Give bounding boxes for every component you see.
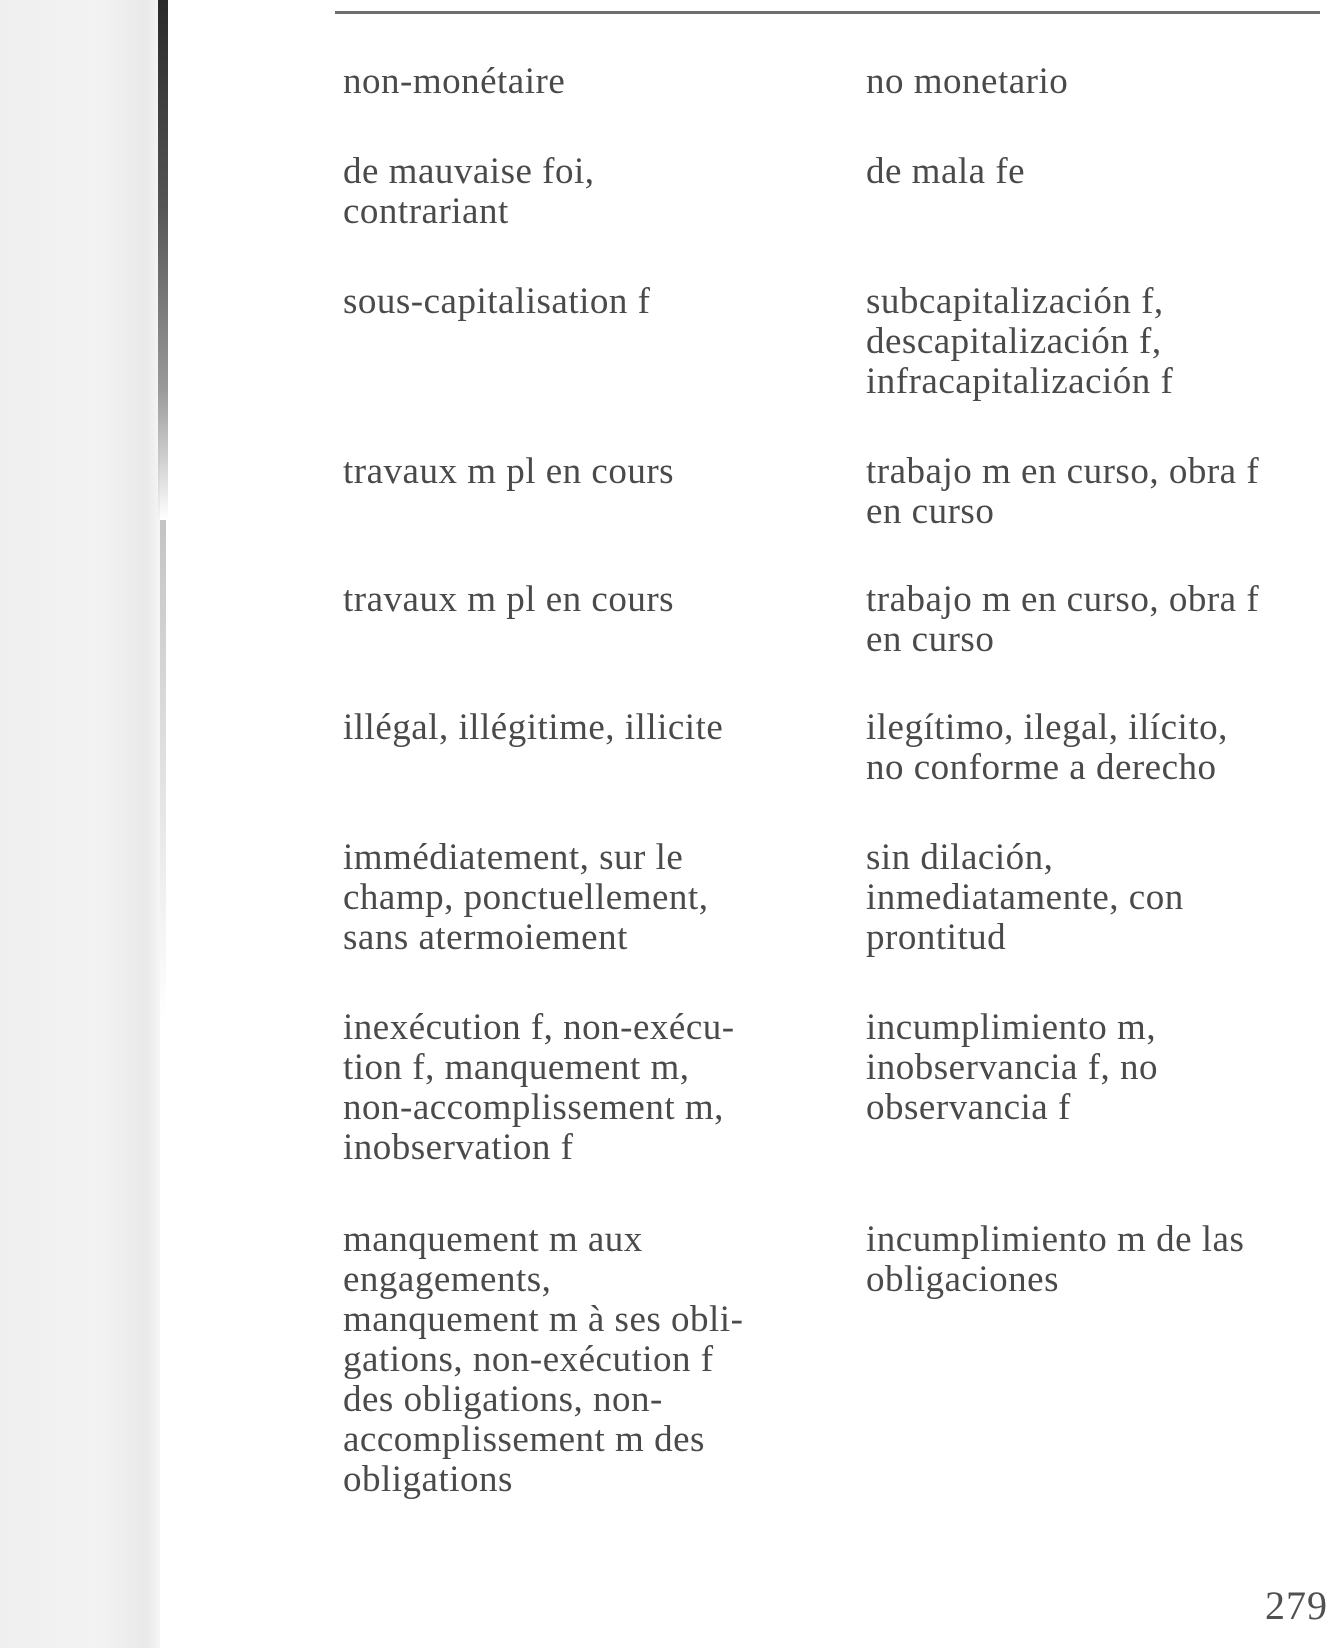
french-term: manquement m aux engagements, manquement m à ses obli- gations, non-exécution f des obligations, non- accomplissement m des obligations — [343, 1219, 744, 1500]
spanish-term: trabajo m en curso, obra f en curso — [866, 451, 1260, 532]
page-number: 279 — [1265, 1583, 1328, 1628]
french-term: travaux m pl en cours — [343, 451, 675, 492]
spanish-term: incumplimiento m, inobservancia f, no observancia f — [866, 1007, 1159, 1128]
french-term: travaux m pl en cours — [343, 579, 675, 620]
spanish-term: trabajo m en curso, obra f en curso — [866, 579, 1260, 660]
spanish-term: subcapitalización f, descapitalización f, infracapitalización f — [866, 281, 1174, 402]
french-term: illégal, illégitime, illicite — [343, 707, 724, 748]
french-term: inexécution f, non-exécu- tion f, manquement m, non-accomplissement m, inobservation f — [343, 1007, 735, 1168]
spanish-term: de mala fe — [866, 151, 1026, 192]
french-term: immédiatement, sur le champ, ponctuellement, sans atermoiement — [343, 837, 709, 958]
french-term: de mauvaise foi, contrariant — [343, 151, 595, 232]
french-term: non-monétaire — [343, 61, 566, 102]
spanish-term: no monetario — [866, 61, 1069, 102]
french-term: sous-capitalisation f — [343, 281, 651, 322]
spanish-term: sin dilación, inmediatamente, con prontitud — [866, 837, 1184, 958]
spanish-term: ilegítimo, ilegal, ilícito, no conforme a derecho — [866, 707, 1228, 788]
spanish-term: incumplimiento m de las obligaciones — [866, 1219, 1245, 1300]
